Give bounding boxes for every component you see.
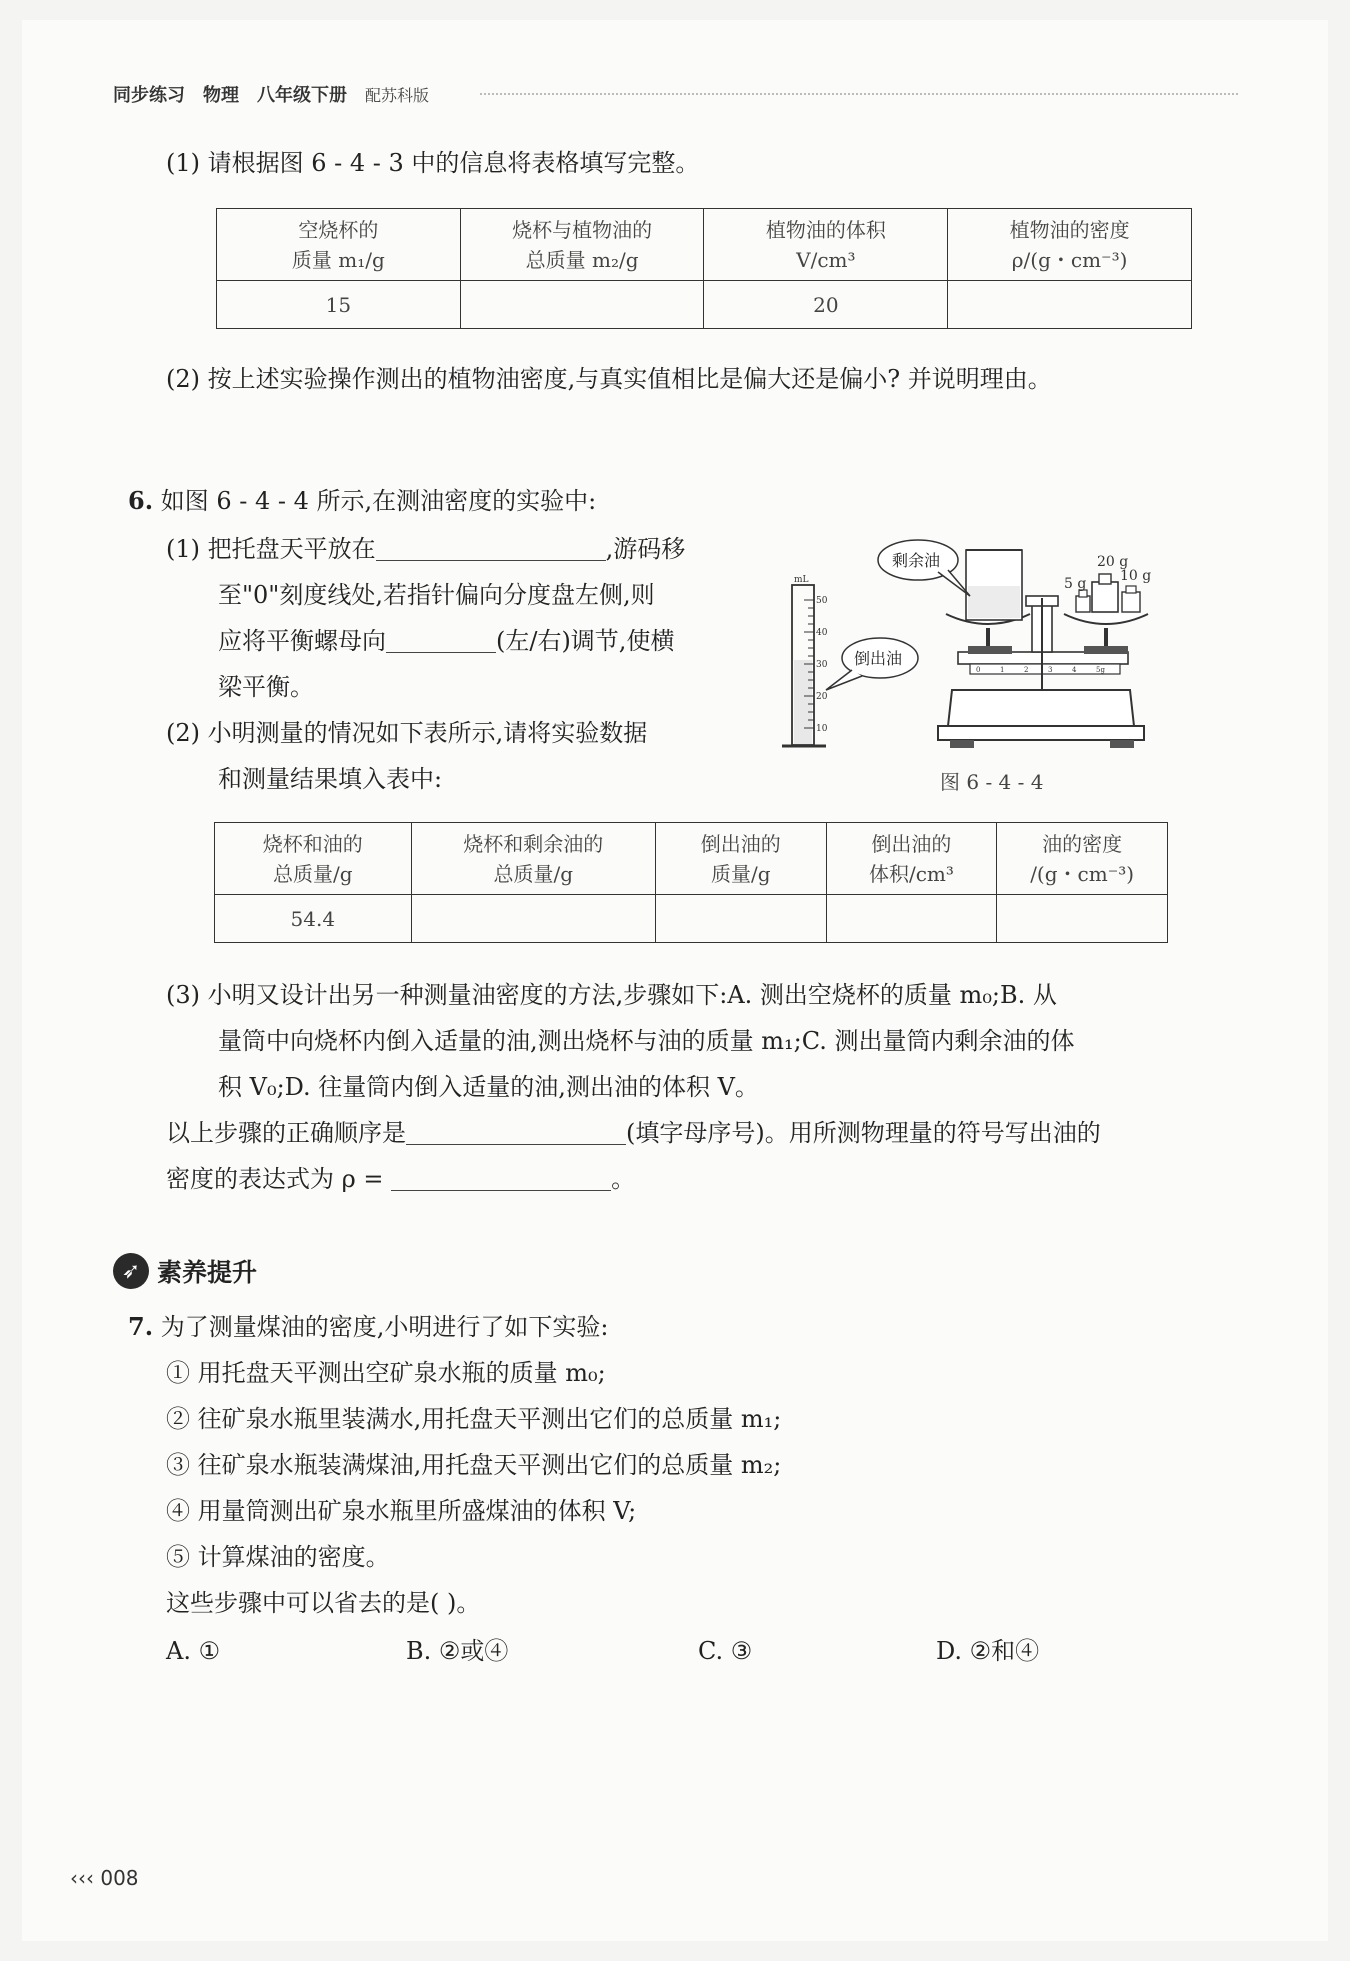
- svg-text:20 g: 20 g: [1097, 554, 1129, 570]
- svg-text:5g: 5g: [1096, 666, 1105, 674]
- q6-cell-2: [411, 895, 655, 943]
- q6-stem: [128, 484, 596, 518]
- section-title: [113, 1253, 257, 1289]
- q7-stem-text: 为了测量煤油的密度,小明进行了如下实验:: [160, 1313, 609, 1341]
- choice-d[interactable]: D. ②和④: [936, 1637, 1040, 1665]
- q6-th-1: 烧杯和油的 总质量/g: [215, 823, 412, 895]
- q6-number: 6.: [128, 486, 154, 515]
- page-footer: [70, 1866, 139, 1890]
- q5-th-2: 烧杯与植物油的 总质量 m₂/g: [460, 209, 704, 281]
- q5-table: [216, 208, 1192, 329]
- q6-p3-line5: 密度的表达式为 ρ = 。: [166, 1165, 636, 1193]
- q6-stem-text: 如图 6 - 4 - 4 所示,在测油密度的实验中:: [160, 487, 597, 515]
- svg-text:1: 1: [1000, 666, 1005, 674]
- q6-p3-line4: 以上步骤的正确顺序是 (填字母序号)。用所测物理量的符号写出油的: [166, 1119, 1101, 1147]
- q6-blank-order[interactable]: [406, 1120, 626, 1145]
- running-header: [113, 78, 447, 110]
- svg-text:2: 2: [1024, 666, 1029, 674]
- q6-blank-surface[interactable]: [376, 536, 606, 561]
- q7-question: 这些步骤中可以省去的是( )。: [166, 1589, 481, 1617]
- q6-p2-line2: 和测量结果填入表中:: [218, 765, 443, 793]
- q7-step-1: ① 用托盘天平测出空矿泉水瓶的质量 m₀;: [166, 1359, 606, 1387]
- q6-th-2: 烧杯和剩余油的 总质量/g: [411, 823, 655, 895]
- header-series: 同步练习: [113, 85, 185, 106]
- q5-th-4: 植物油的密度 ρ/(g・cm⁻³): [948, 209, 1192, 281]
- svg-text:40: 40: [816, 628, 828, 638]
- svg-text:30: 30: [816, 660, 828, 670]
- q6-p1-line2: 至"0"刻度线处,若指针偏向分度盘左侧,则: [218, 581, 655, 609]
- svg-text:4: 4: [1072, 666, 1077, 674]
- footer-arrows: ‹‹‹: [70, 1866, 94, 1890]
- balance: [938, 550, 1151, 748]
- q6-th-4: 倒出油的 体积/cm³: [826, 823, 997, 895]
- q6-p3-line2: 量筒中向烧杯内倒入适量的油,测出烧杯与油的质量 m₁;C. 测出量筒内剩余油的体: [218, 1027, 1075, 1055]
- q6-p3-line1: (3) 小明又设计出另一种测量油密度的方法,步骤如下:A. 测出空烧杯的质量 m₀;B. 从: [166, 981, 1057, 1009]
- rocket-icon: ➶: [113, 1253, 149, 1289]
- q5-cell-2: [460, 281, 704, 329]
- header-subject: 物理: [203, 85, 239, 106]
- header-grade: 八年级下册: [257, 85, 347, 106]
- svg-text:剩余油: 剩余油: [892, 551, 941, 570]
- q6-cell-3: [655, 895, 826, 943]
- q5-th-1: 空烧杯的 质量 m₁/g: [217, 209, 461, 281]
- choice-b[interactable]: B. ②或④: [406, 1637, 509, 1665]
- q6-cell-5: [997, 895, 1168, 943]
- svg-text:50: 50: [816, 596, 828, 606]
- q7-number: 7.: [128, 1312, 154, 1341]
- q6-p2-line1: (2) 小明测量的情况如下表所示,请将实验数据: [166, 719, 648, 747]
- q6-cell-1: 54.4: [215, 895, 412, 943]
- q6-blank-direction[interactable]: [386, 628, 496, 653]
- q5-cell-4: [948, 281, 1192, 329]
- bubble-poured-oil: [826, 638, 918, 690]
- q6-p3-line3: 积 V₀;D. 往量筒内倒入适量的油,测出油的体积 V。: [218, 1073, 759, 1101]
- q5-cell-1: 15: [217, 281, 461, 329]
- svg-text:0: 0: [976, 666, 981, 674]
- q6-th-3: 倒出油的 质量/g: [655, 823, 826, 895]
- q5-th-3: 植物油的体积 V/cm³: [704, 209, 948, 281]
- figure-caption: 图 6 - 4 - 4: [940, 770, 1044, 794]
- q5-part1: (1) 请根据图 6 - 4 - 3 中的信息将表格填写完整。: [166, 149, 700, 177]
- q6-p1-line3: 应将平衡螺母向 (左/右)调节,使横: [218, 627, 675, 655]
- svg-text:10: 10: [816, 724, 828, 734]
- q6-blank-expression[interactable]: [391, 1166, 611, 1191]
- q6-p1-line4: 梁平衡。: [218, 673, 314, 701]
- header-edition: 配苏科版: [365, 85, 430, 105]
- q7-step-4: ④ 用量筒测出矿泉水瓶里所盛煤油的体积 V;: [166, 1497, 637, 1525]
- q6-table: [214, 822, 1168, 943]
- bubble-remaining-oil: [878, 540, 970, 596]
- svg-text:10 g: 10 g: [1120, 568, 1152, 584]
- q6-cell-4: [826, 895, 997, 943]
- q6-th-5: 油的密度 /(g・cm⁻³): [997, 823, 1168, 895]
- q7-step-5: ⑤ 计算煤油的密度。: [166, 1543, 390, 1571]
- q7-stem: [128, 1310, 608, 1344]
- q5-part2: (2) 按上述实验操作测出的植物油密度,与真实值相比是偏大还是偏小? 并说明理由。: [166, 365, 1052, 393]
- header-rule: [480, 93, 1238, 95]
- graduated-cylinder: [782, 575, 828, 746]
- svg-text:20: 20: [816, 692, 828, 702]
- svg-text:mL: mL: [794, 575, 809, 585]
- choice-a[interactable]: A. ①: [166, 1637, 221, 1665]
- svg-text:3: 3: [1048, 666, 1053, 674]
- svg-text:倒出油: 倒出油: [854, 649, 903, 668]
- q7-step-2: ② 往矿泉水瓶里装满水,用托盘天平测出它们的总质量 m₁;: [166, 1405, 782, 1433]
- q6-p1-line1: (1) 把托盘天平放在 ,游码移: [166, 535, 686, 563]
- q7-step-3: ③ 往矿泉水瓶装满煤油,用托盘天平测出它们的总质量 m₂;: [166, 1451, 782, 1479]
- svg-text:5 g: 5 g: [1064, 576, 1087, 592]
- choice-c[interactable]: C. ③: [698, 1637, 753, 1665]
- figure-balance-cylinder: [770, 530, 1220, 770]
- q5-cell-3: 20: [704, 281, 948, 329]
- page-number: 008: [100, 1866, 139, 1890]
- section-title-text: 素养提升: [157, 1258, 258, 1287]
